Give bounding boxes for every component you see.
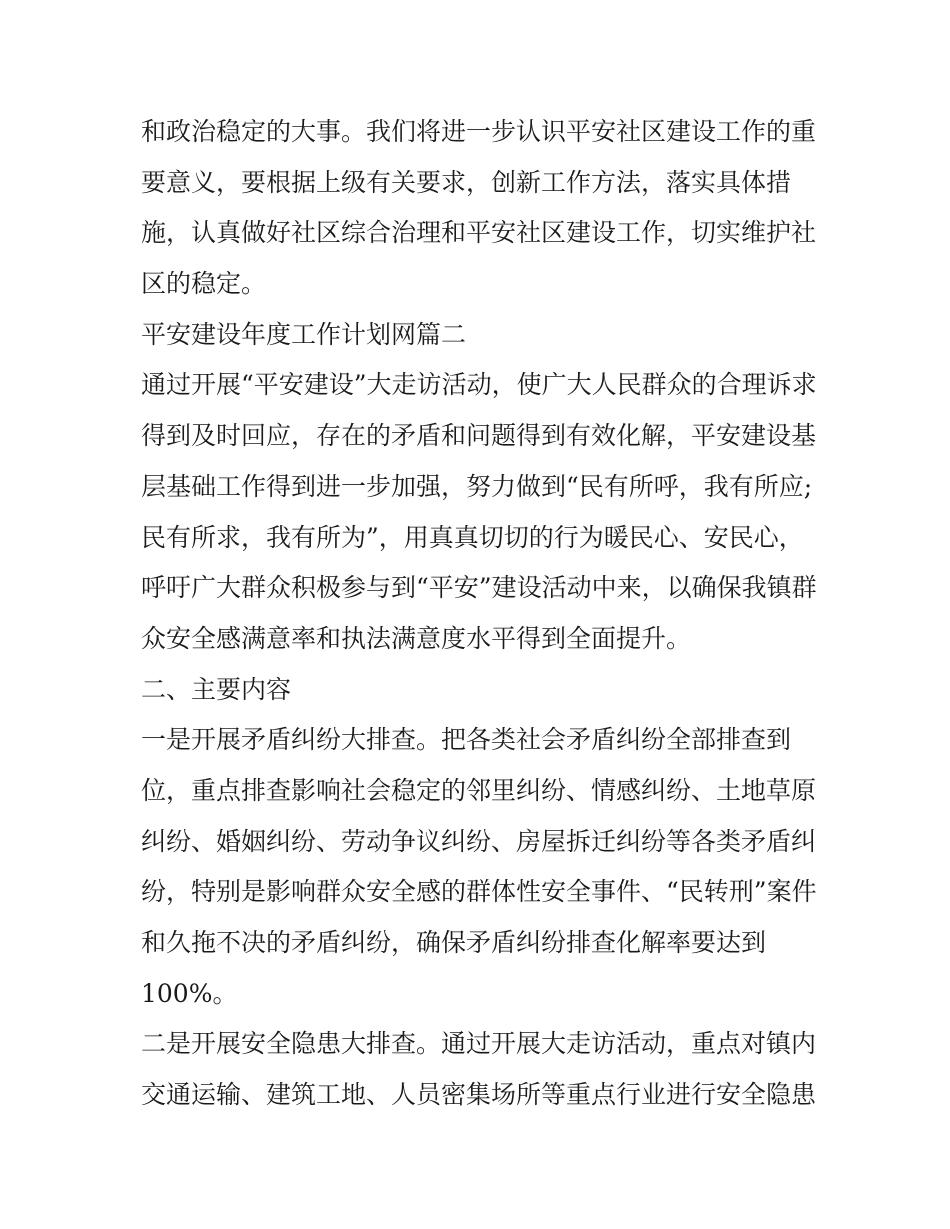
text-line: 呼吁广大群众积极参与到“平安”建设活动中来，以确保我镇群: [141, 573, 817, 603]
text-line: 一是开展矛盾纠纷大排查。把各类社会矛盾纠纷全部排查到: [141, 725, 792, 755]
text-line: 位，重点排查影响社会稳定的邻里纠纷、情感纠纷、土地草原: [141, 775, 817, 805]
text-line: 得到及时回应，存在的矛盾和问题得到有效化解，平安建设基: [141, 421, 817, 451]
text-line: 交通运输、建筑工地、人员密集场所等重点行业进行安全隐患: [141, 1080, 817, 1110]
text-line: 纠纷、婚姻纠纷、劳动争议纠纷、房屋拆迁纠纷等各类矛盾纠: [141, 826, 817, 856]
text-line: 民有所求，我有所为”，用真真切切的行为暖民心、安民心，: [141, 522, 804, 552]
text-line: 众安全感满意率和执法满意度水平得到全面提升。: [141, 623, 692, 653]
document-body: [141, 107, 821, 1121]
text-line: 纷，特别是影响群众安全感的群体性安全事件、“民转刑”案件: [141, 877, 817, 907]
text-line: 施，认真做好社区综合治理和平安社区建设工作，切实维护社: [141, 218, 817, 248]
text-line: 和久拖不决的矛盾纠纷，确保矛盾纠纷排查化解率要达到: [141, 928, 767, 957]
text-line: 层基础工作得到进一步加强，努力做到“民有所呼，我有所应;: [141, 471, 813, 501]
text-line: 区的稳定。: [141, 269, 267, 299]
section-heading: 平安建设年度工作计划网篇二: [141, 319, 467, 349]
text-line: 通过开展“平安建设”大走访活动，使广大人民群众的合理诉求: [141, 370, 817, 400]
text-line: 二是开展安全隐患大排查。通过开展大走访活动，重点对镇内: [141, 1029, 817, 1059]
text-line: 要意义，要根据上级有关要求，创新工作方法，落实具体措: [141, 167, 792, 197]
text-line: 100%。: [141, 978, 238, 1008]
text-line: 和政治稳定的大事。我们将进一步认识平安社区建设工作的重: [141, 117, 817, 146]
section-heading: 二、主要内容: [141, 674, 292, 704]
